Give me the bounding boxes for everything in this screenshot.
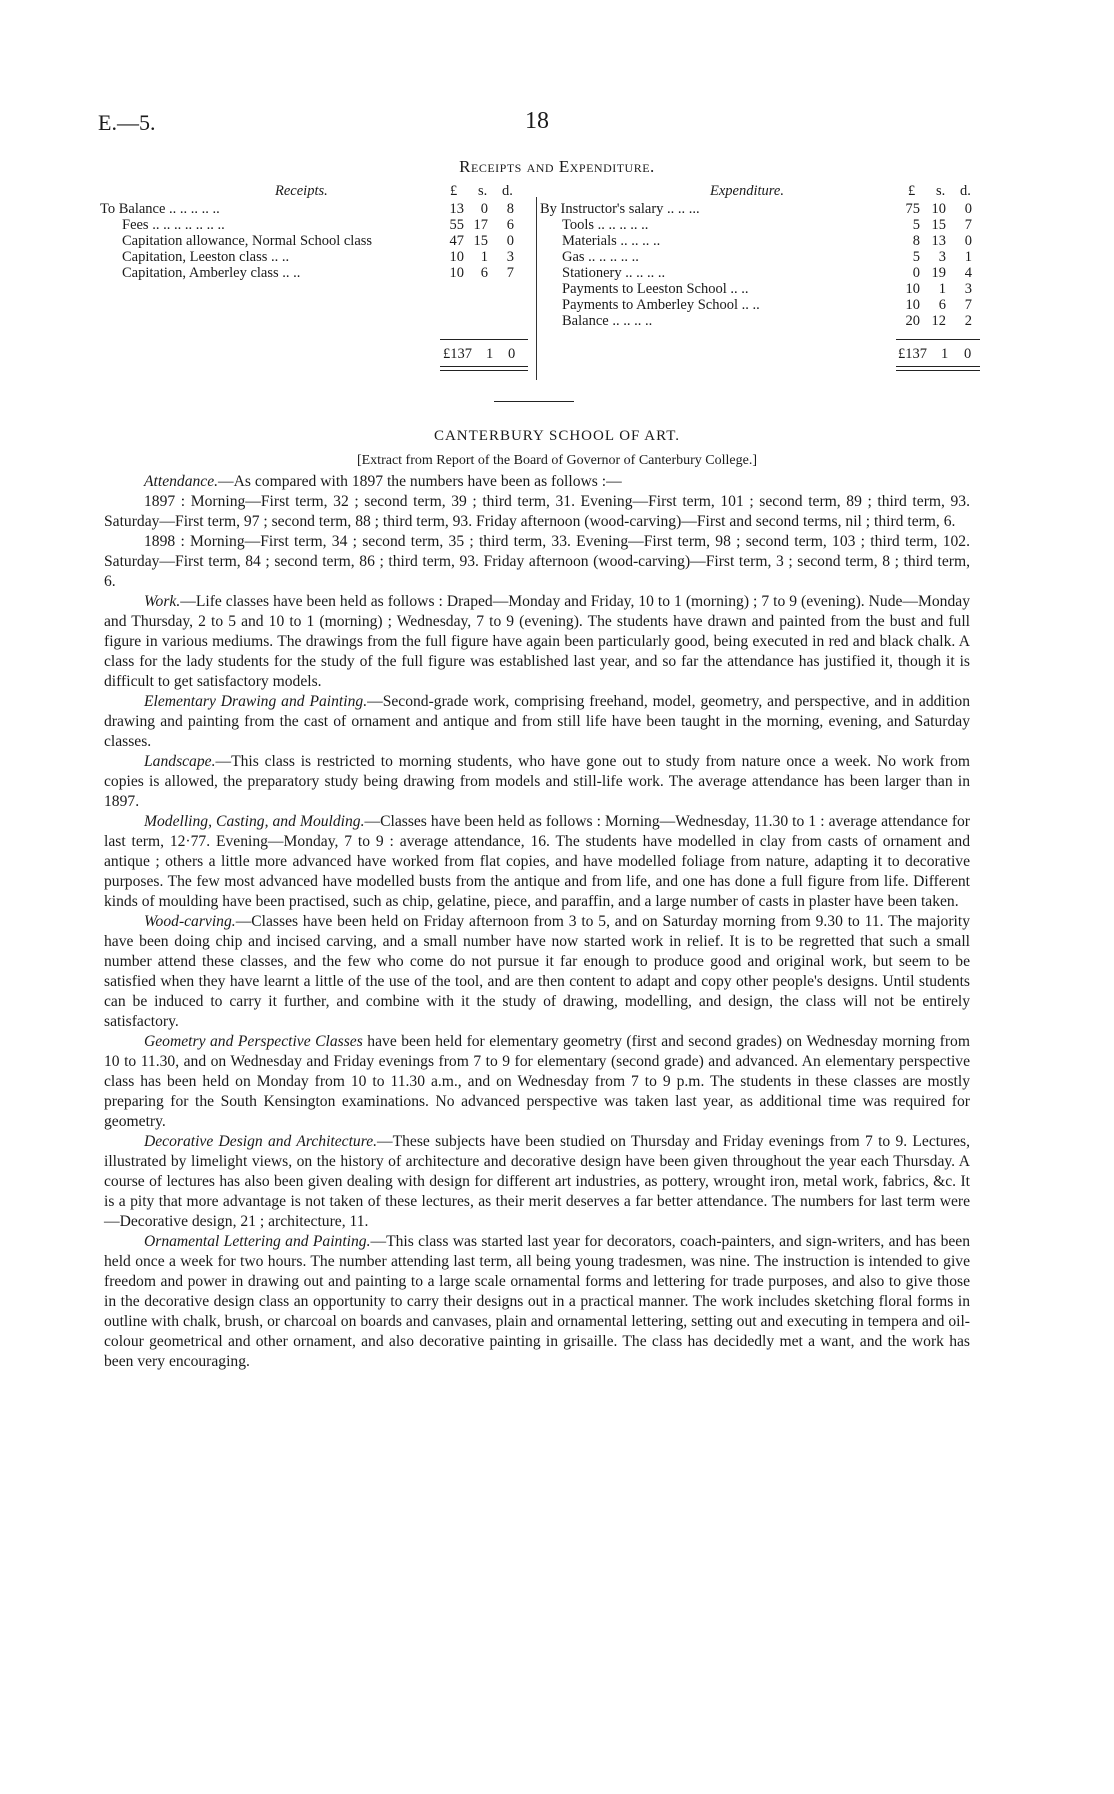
expenditure-total-pence: 0 bbox=[964, 346, 972, 362]
account-row bbox=[540, 265, 980, 281]
account-row-amount-l: 0 bbox=[912, 265, 920, 281]
report-paragraph bbox=[104, 912, 970, 1032]
account-row bbox=[540, 249, 980, 265]
account-row-amount-s: 17 bbox=[473, 217, 488, 233]
account-row bbox=[540, 217, 980, 233]
paragraph-text: —This class is restricted to morning students, who have gone out to study from nature once a week. No work from copies is allowed, the preparatory study being drawing from models and still-life work. The average attendance has been larger than in 1897. bbox=[104, 753, 970, 810]
account-row-label: Stationery .. .. .. .. bbox=[562, 265, 666, 281]
report-paragraph bbox=[104, 492, 970, 532]
receipts-column bbox=[100, 183, 530, 362]
report-paragraph bbox=[104, 1032, 970, 1132]
account-row-amount-l: 75 bbox=[905, 201, 920, 217]
account-row bbox=[100, 265, 530, 281]
currency-pence: d. bbox=[960, 183, 971, 199]
paragraph-heading: Geometry and Perspective Classes bbox=[144, 1033, 363, 1050]
account-row bbox=[540, 281, 980, 297]
account-row-amount-s: 19 bbox=[931, 265, 946, 281]
account-row-amount-s: 6 bbox=[938, 297, 946, 313]
report-body bbox=[104, 472, 970, 1372]
account-row-amount-s: 12 bbox=[931, 313, 946, 329]
report-paragraph bbox=[104, 812, 970, 912]
page-number: 18 bbox=[525, 108, 549, 134]
account-row-amount-l: 10 bbox=[905, 281, 920, 297]
account-row-amount-d: 7 bbox=[964, 297, 972, 313]
account-row bbox=[540, 297, 980, 313]
paragraph-heading: Work. bbox=[144, 593, 181, 610]
account-row-label: Balance .. .. .. .. bbox=[562, 313, 653, 329]
account-row bbox=[540, 313, 980, 329]
account-row-label: By Instructor's salary .. .. ... bbox=[540, 201, 700, 217]
account-row-amount-l: 5 bbox=[912, 249, 920, 265]
account-row bbox=[100, 249, 530, 265]
paragraph-text: 1898 : Morning—First term, 34 ; second term, 35 ; third term, 33. Evening—First term, 98 ; second term, 103 ; third term, 102. Saturday—First term, 84 ; second term, 86 ; third term, 93. Friday afternoon (wood-carving)—First term, 3 ; second term, 8 ; third term, 6. bbox=[104, 533, 970, 590]
account-row bbox=[100, 201, 530, 217]
account-row-amount-d: 0 bbox=[506, 233, 514, 249]
report-paragraph bbox=[104, 472, 970, 492]
expenditure-heading: Expenditure. bbox=[710, 183, 784, 199]
account-row-amount-d: 4 bbox=[964, 265, 972, 281]
total-rule bbox=[440, 339, 528, 340]
account-row bbox=[540, 201, 980, 217]
account-row-amount-l: 8 bbox=[912, 233, 920, 249]
account-row-amount-s: 1 bbox=[938, 281, 946, 297]
account-row bbox=[100, 217, 530, 233]
paragraph-heading: Attendance. bbox=[144, 473, 219, 490]
paragraph-text: have been held for elementary geometry (first and second grades) on Wednesday morning from 10 to 11.30, and on Wednesday and Friday evenings from 7 to 9 for elementary (second grade) and advanced. An elementary perspective class has been held on Monday from 10 to 11.30 a.m., and on Wednesday from 7 to 9 p.m. The students in these classes are mostly preparing for the South Kensington examinations. No advanced perspective was taken last year, as additional time was required for geometry. bbox=[104, 1033, 970, 1130]
extract-note: [Extract from Report of the Board of Governor of Canterbury College.] bbox=[356, 453, 758, 468]
receipts-heading: Receipts. bbox=[275, 183, 328, 199]
report-paragraph bbox=[104, 752, 970, 812]
account-row-amount-d: 3 bbox=[506, 249, 514, 265]
report-paragraph bbox=[104, 1232, 970, 1372]
account-row-amount-l: 10 bbox=[449, 249, 464, 265]
school-title: CANTERBURY SCHOOL OF ART. bbox=[433, 428, 681, 444]
account-row-amount-l: 10 bbox=[905, 297, 920, 313]
account-row-amount-d: 7 bbox=[506, 265, 514, 281]
currency-shillings: s. bbox=[936, 183, 946, 199]
account-row-label: Gas .. .. .. .. .. bbox=[562, 249, 639, 265]
account-row-label: Payments to Amberley School .. .. bbox=[562, 297, 760, 313]
account-row-amount-l: 5 bbox=[912, 217, 920, 233]
total-double-rule bbox=[896, 366, 980, 371]
account-row-amount-d: 0 bbox=[964, 233, 972, 249]
account-row-label: To Balance .. .. .. .. .. bbox=[100, 201, 220, 217]
account-row-amount-d: 2 bbox=[964, 313, 972, 329]
account-row-amount-d: 6 bbox=[506, 217, 514, 233]
account-row-amount-l: 47 bbox=[449, 233, 464, 249]
currency-shillings: s. bbox=[478, 183, 488, 199]
expenditure-column bbox=[540, 183, 980, 362]
account-row-amount-d: 0 bbox=[964, 201, 972, 217]
account-row-amount-d: 3 bbox=[964, 281, 972, 297]
report-paragraph bbox=[104, 1132, 970, 1232]
account-row-amount-d: 7 bbox=[964, 217, 972, 233]
account-row-amount-s: 3 bbox=[938, 249, 946, 265]
paragraph-text: —As compared with 1897 the numbers have been as follows :— bbox=[218, 473, 622, 490]
account-row-amount-l: 20 bbox=[905, 313, 920, 329]
paragraph-heading: Modelling, Casting, and Moulding. bbox=[144, 813, 365, 830]
account-row-label: Materials .. .. .. .. bbox=[562, 233, 661, 249]
paragraph-text: 1897 : Morning—First term, 32 ; second term, 39 ; third term, 31. Evening—First term, 101 ; second term, 89 ; third term, 93. Saturday—First term, 97 ; second term, 88 ; third term, 93. Friday afternoon (wood-carving)—First and second terms, nil ; third term, 6. bbox=[104, 493, 970, 530]
account-row-amount-s: 0 bbox=[480, 201, 488, 217]
account-row-label: Tools .. .. .. .. .. bbox=[562, 217, 649, 233]
account-row-label: Capitation, Amberley class .. .. bbox=[122, 265, 301, 281]
paragraph-text: —These subjects have been studied on Thursday and Friday evenings from 7 to 9. Lectures, illustrated by limelight views, on the history of architecture and decorative design have been given throughout the year each Thursday. A course of lectures has also been given dealing with design for different art industries, as pottery, wrought iron, metal work, fabrics, &c. It is a pity that more advantage is not taken of these lectures, as their merit deserves a far better attendance. The numbers for last term were—Decorative design, 21 ; architecture, 11. bbox=[104, 1133, 970, 1230]
account-row-label: Capitation, Leeston class .. .. bbox=[122, 249, 290, 265]
paragraph-heading: Wood-carving. bbox=[144, 913, 236, 930]
account-row-amount-s: 13 bbox=[931, 233, 946, 249]
paragraph-heading: Elementary Drawing and Painting. bbox=[144, 693, 368, 710]
paragraph-heading: Ornamental Lettering and Painting. bbox=[144, 1233, 371, 1250]
paragraph-text: —Classes have been held as follows : Morning—Wednesday, 11.30 to 1 : average attendance for last term, 12·77. Evening—Monday, 7 to 9 : average attendance, 16. The students have modelled in clay from casts of ornament and antique ; others a little more advanced have worked from flat copies, and have modelled foliage from nature, adapting it to decorative purposes. The few most advanced have modelled busts from the antique and from life, and one has done a full figure from life. Different kinds of moulding have been practised, such as chip, gelatine, piece, and paraffin, and a large number of casts in plaster have been taken. bbox=[104, 813, 971, 910]
account-row-label: Payments to Leeston School .. .. bbox=[562, 281, 749, 297]
report-paragraph bbox=[104, 532, 970, 592]
account-row-amount-s: 15 bbox=[473, 233, 488, 249]
account-row-amount-l: 13 bbox=[449, 201, 464, 217]
currency-pence: d. bbox=[502, 183, 513, 199]
column-divider bbox=[536, 197, 537, 380]
account-row-amount-d: 8 bbox=[506, 201, 514, 217]
receipts-total-pence: 0 bbox=[508, 346, 516, 362]
total-rule bbox=[896, 339, 980, 340]
account-row-amount-s: 1 bbox=[480, 249, 488, 265]
accounts-title: Receipts and Expenditure. bbox=[459, 157, 655, 176]
account-row-amount-s: 6 bbox=[480, 265, 488, 281]
currency-pounds: £ bbox=[908, 183, 916, 199]
account-row-label: Capitation allowance, Normal School class bbox=[122, 233, 373, 249]
currency-pounds: £ bbox=[450, 183, 458, 199]
report-paragraph bbox=[104, 592, 970, 692]
report-paragraph bbox=[104, 692, 970, 752]
paragraph-text: —Classes have been held on Friday afternoon from 3 to 5, and on Saturday morning from 9.30 to 11. The majority have been doing chip and incised carving, and a small number have now started work in relief. It is to be regretted that such a small number attend these classes, and the few who come do not pursue it far enough to produce good and original work, but seem to be satisfied when they have learnt a little of the use of the tool, and are then content to adapt and copy other people's designs. Until students can be induced to carry it further, and combine with it the study of drawing, modelling, and design, the class will not be entirely satisfactory. bbox=[104, 913, 970, 1030]
account-row-amount-s: 15 bbox=[931, 217, 946, 233]
account-row-label: Fees .. .. .. .. .. .. .. bbox=[122, 217, 225, 233]
account-row bbox=[540, 233, 980, 249]
accounts-table bbox=[100, 183, 980, 373]
expenditure-total-shillings: 1 bbox=[941, 346, 949, 362]
section-divider bbox=[494, 401, 574, 402]
account-row-amount-l: 55 bbox=[449, 217, 464, 233]
account-row-amount-s: 10 bbox=[931, 201, 946, 217]
paragraph-text: —This class was started last year for decorators, coach-painters, and sign-writers, and has been held once a week for two hours. The number attending last term, all being young tradesmen, was nine. The instruction is intended to give freedom and power in drawing out and painting to a large scale ornamental forms and lettering for trade purposes, and also to give those in the decorative design class an opportunity to carry their designs out in a practical manner. The work includes sketching floral forms in outline with chalk, brush, or charcoal on boards and canvases, plain and ornamental lettering, setting out and executing in tempera and oil-colour geometrical and other ornament, and also decorative painting in grisaille. The class has decidedly met a want, and the work has been very encouraging. bbox=[104, 1233, 971, 1370]
expenditure-total-pounds: £137 bbox=[898, 346, 927, 362]
account-row-amount-d: 1 bbox=[964, 249, 972, 265]
receipts-total-pounds: £137 bbox=[443, 346, 472, 362]
paragraph-heading: Decorative Design and Architecture. bbox=[144, 1133, 378, 1150]
paragraph-heading: Landscape. bbox=[144, 753, 216, 770]
account-row bbox=[100, 233, 530, 249]
page-reference: E.—5. bbox=[98, 110, 156, 135]
paragraph-text: —Second-grade work, comprising freehand, model, geometry, and perspective, and in addition drawing and painting from the cast of ornament and antique and from still life have been taught in the morning, evening, and Saturday classes. bbox=[104, 693, 971, 750]
receipts-total-shillings: 1 bbox=[486, 346, 494, 362]
total-double-rule bbox=[440, 366, 528, 371]
paragraph-text: —Life classes have been held as follows : Draped—Monday and Friday, 10 to 1 (morning) ; 7 to 9 (evening). Nude—Monday and Thursday, 2 to 5 and 10 to 1 (morning) ; Wednesday, 7 to 9 (evening). The students have drawn and painted from the bust and full figure in various mediums. The drawings from the full figure have again been particularly good, being executed in red and black chalk. A class for the lady students for the study of the full figure was established last year, and so far the attendance has justified it, though it is difficult to get satisfactory models. bbox=[104, 593, 970, 690]
account-row-amount-l: 10 bbox=[449, 265, 464, 281]
